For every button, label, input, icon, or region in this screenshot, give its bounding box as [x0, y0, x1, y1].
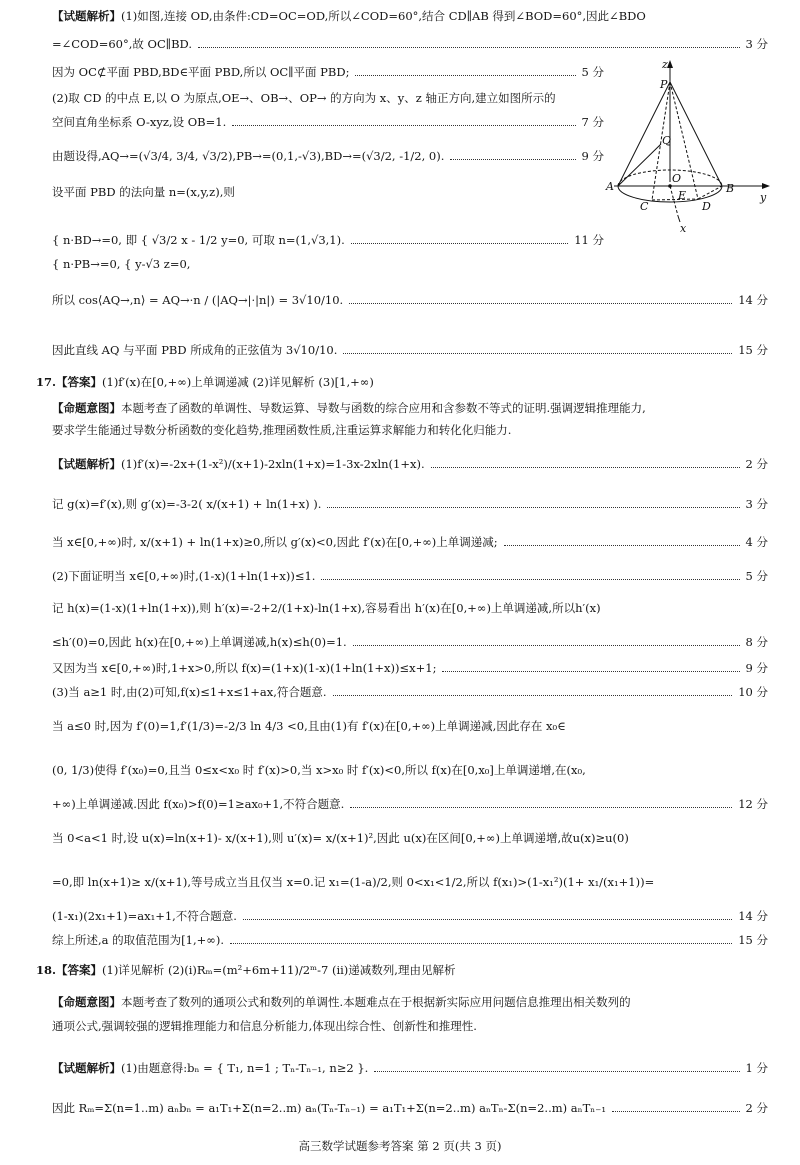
text-line: { n·BD→=0, 即 { √3/2 x - 1/2 y=0, 可取 n=(1,√3,1). 11 分: [52, 233, 604, 247]
text-line: 所以 cos⟨AQ→,n⟩ = AQ→·n / (|AQ→|·|n|) = 3√10/10. 14 分: [52, 293, 768, 307]
text-line: 因为 OC⊄平面 PBD,BD∈平面 PBD,所以 OC∥平面 PBD; 5 分: [52, 65, 604, 79]
text-line: 又因为当 x∈[0,+∞)时,1+x>0,所以 f(x)=(1+x)(1-x)(1+ln(1+x))≤x+1; 9 分: [52, 661, 768, 675]
page-footer: 高三数学试题参考答案 第 2 页(共 3 页): [298, 1139, 502, 1153]
text-line: 由题设得,AQ→=(√3/4, 3/4, √3/2),PB→=(0,1,-√3),BD→=(√3/2, -1/2, 0). 9 分: [52, 149, 604, 163]
figure-label: D: [702, 200, 711, 213]
text-line: 记 h(x)=(1-x)(1+ln(1+x)),则 h′(x)=-2+2/(1+x)-ln(1+x),容易看出 h′(x)在[0,+∞)上单调递减,所以h′(x): [52, 601, 601, 615]
figure-label: E: [678, 189, 687, 202]
text-line: 因此 Rₘ=Σ(n=1..m) aₙbₙ = a₁T₁+Σ(n=2..m) aₙ(Tₙ-Tₙ₋₁) = a₁T₁+Σ(n=2..m) aₙTₙ-Σ(n=2..m) aₙTₙ₋₁ 2 分: [52, 1101, 768, 1115]
text-line: 当 x∈[0,+∞)时, x/(x+1) + ln(1+x)≥0,所以 g′(x)<0,因此 f′(x)在[0,+∞)上单调递减; 4 分: [52, 535, 768, 549]
text-line: +∞)上单调递减.因此 f(x₀)>f(0)=1≥ax₀+1,不符合题意. 12 分: [52, 797, 768, 811]
text-line: =∠COD=60°,故 OC∥BD. 3 分: [52, 37, 768, 51]
figure-label: B: [726, 182, 735, 195]
figure-label: O: [672, 172, 682, 185]
text-line: 因此直线 AQ 与平面 PBD 所成角的正弦值为 3√10/10. 15 分: [52, 343, 768, 357]
text-line: (1-x₁)(2x₁+1)=ax₁+1,不符合题意. 14 分: [52, 909, 768, 923]
text-line: 要求学生能通过导数分析函数的变化趋势,推理函数性质,注重运算求解能力和转化化归能力.: [52, 423, 512, 437]
text-line: (2)取 CD 的中点 E,以 O 为原点,OE→、OB→、OP→ 的方向为 x、y、z 轴正方向,建立如图所示的: [52, 91, 556, 105]
text-line: { n·PB→=0, { y-√3 z=0,: [52, 257, 191, 271]
figure-label: A: [606, 180, 614, 193]
figure-label: P: [660, 78, 668, 91]
figure-label: z: [662, 58, 668, 71]
cone-figure: [600, 56, 778, 234]
text-line: 记 g(x)=f′(x),则 g′(x)=-3-2( x/(x+1) + ln(1+x) ). 3 分: [52, 497, 768, 511]
text-line: 【命题意图】本题考查了数列的通项公式和数列的单调性.本题难点在于根据新实际应用问题信息推理出相关数列的: [52, 995, 631, 1009]
text-line: 17.【答案】(1)f′(x)在[0,+∞)上单调递减 (2)详见解析 (3)[1,+∞): [36, 375, 374, 389]
text-line: 当 0<a<1 时,设 u(x)=ln(x+1)- x/(x+1),则 u′(x)= x/(x+1)²,因此 u(x)在区间[0,+∞)上单调递增,故u(x)≥u(0): [52, 831, 629, 845]
text-line: =0,即 ln(x+1)≥ x/(x+1),等号成立当且仅当 x=0.记 x₁=(1-a)/2,则 0<x₁<1/2,所以 f(x₁)>(1-x₁²)(1+ x₁/(x₁+1))=: [52, 875, 655, 889]
text-line: 18.【答案】(1)详见解析 (2)(i)Rₘ=(m²+6m+11)/2ᵐ-7 (ii)递减数列,理由见解析: [36, 963, 456, 977]
figure-label: C: [640, 200, 649, 213]
text-line: 【试题解析】(1)由题意得:bₙ = { T₁, n=1 ; Tₙ-Tₙ₋₁, n≥2 }. 1 分: [52, 1061, 768, 1075]
figure-label: x: [680, 222, 687, 234]
text-line: 空间直角坐标系 O-xyz,设 OB=1. 7 分: [52, 115, 604, 129]
text-line: 通项公式,强调较强的逻辑推理能力和信息分析能力,体现出综合性、创新性和推理性.: [52, 1019, 477, 1033]
text-line: 设平面 PBD 的法向量 n=(x,y,z),则: [52, 185, 235, 199]
figure-label: y: [760, 191, 767, 204]
text-line: (3)当 a≥1 时,由(2)可知,f(x)≤1+x≤1+ax,符合题意. 10 分: [52, 685, 768, 699]
text-line: 综上所述,a 的取值范围为[1,+∞). 15 分: [52, 933, 768, 947]
text-line: (0, 1/3)使得 f′(x₀)=0,且当 0≤x<x₀ 时 f′(x)>0,当 x>x₀ 时 f′(x)<0,所以 f(x)在[0,x₀]上单调递增,在(x₀,: [52, 763, 586, 777]
text-line: 【命题意图】本题考查了函数的单调性、导数运算、导数与函数的综合应用和含参数不等式的证明.强调逻辑推理能力,: [52, 401, 646, 415]
text-line: ≤h′(0)=0,因此 h(x)在[0,+∞)上单调递减,h(x)≤h(0)=1. 8 分: [52, 635, 768, 649]
text-line: 【试题解析】(1)f′(x)=-2x+(1-x²)/(x+1)-2xln(1+x)=1-3x-2xln(1+x). 2 分: [52, 457, 768, 471]
text-line: (2)下面证明当 x∈[0,+∞)时,(1-x)(1+ln(1+x))≤1. 5 分: [52, 569, 768, 583]
text-line: 当 a≤0 时,因为 f′(0)=1,f′(1/3)=-2/3 ln 4/3 <0,且由(1)有 f′(x)在[0,+∞)上单调递减,因此存在 x₀∈: [52, 719, 566, 733]
text-line: 【试题解析】(1)如图,连接 OD,由条件:CD=OC=OD,所以∠COD=60°,结合 CD∥AB 得到∠BOD=60°,因此∠BDO: [52, 9, 646, 23]
figure-label: Q: [662, 134, 672, 147]
